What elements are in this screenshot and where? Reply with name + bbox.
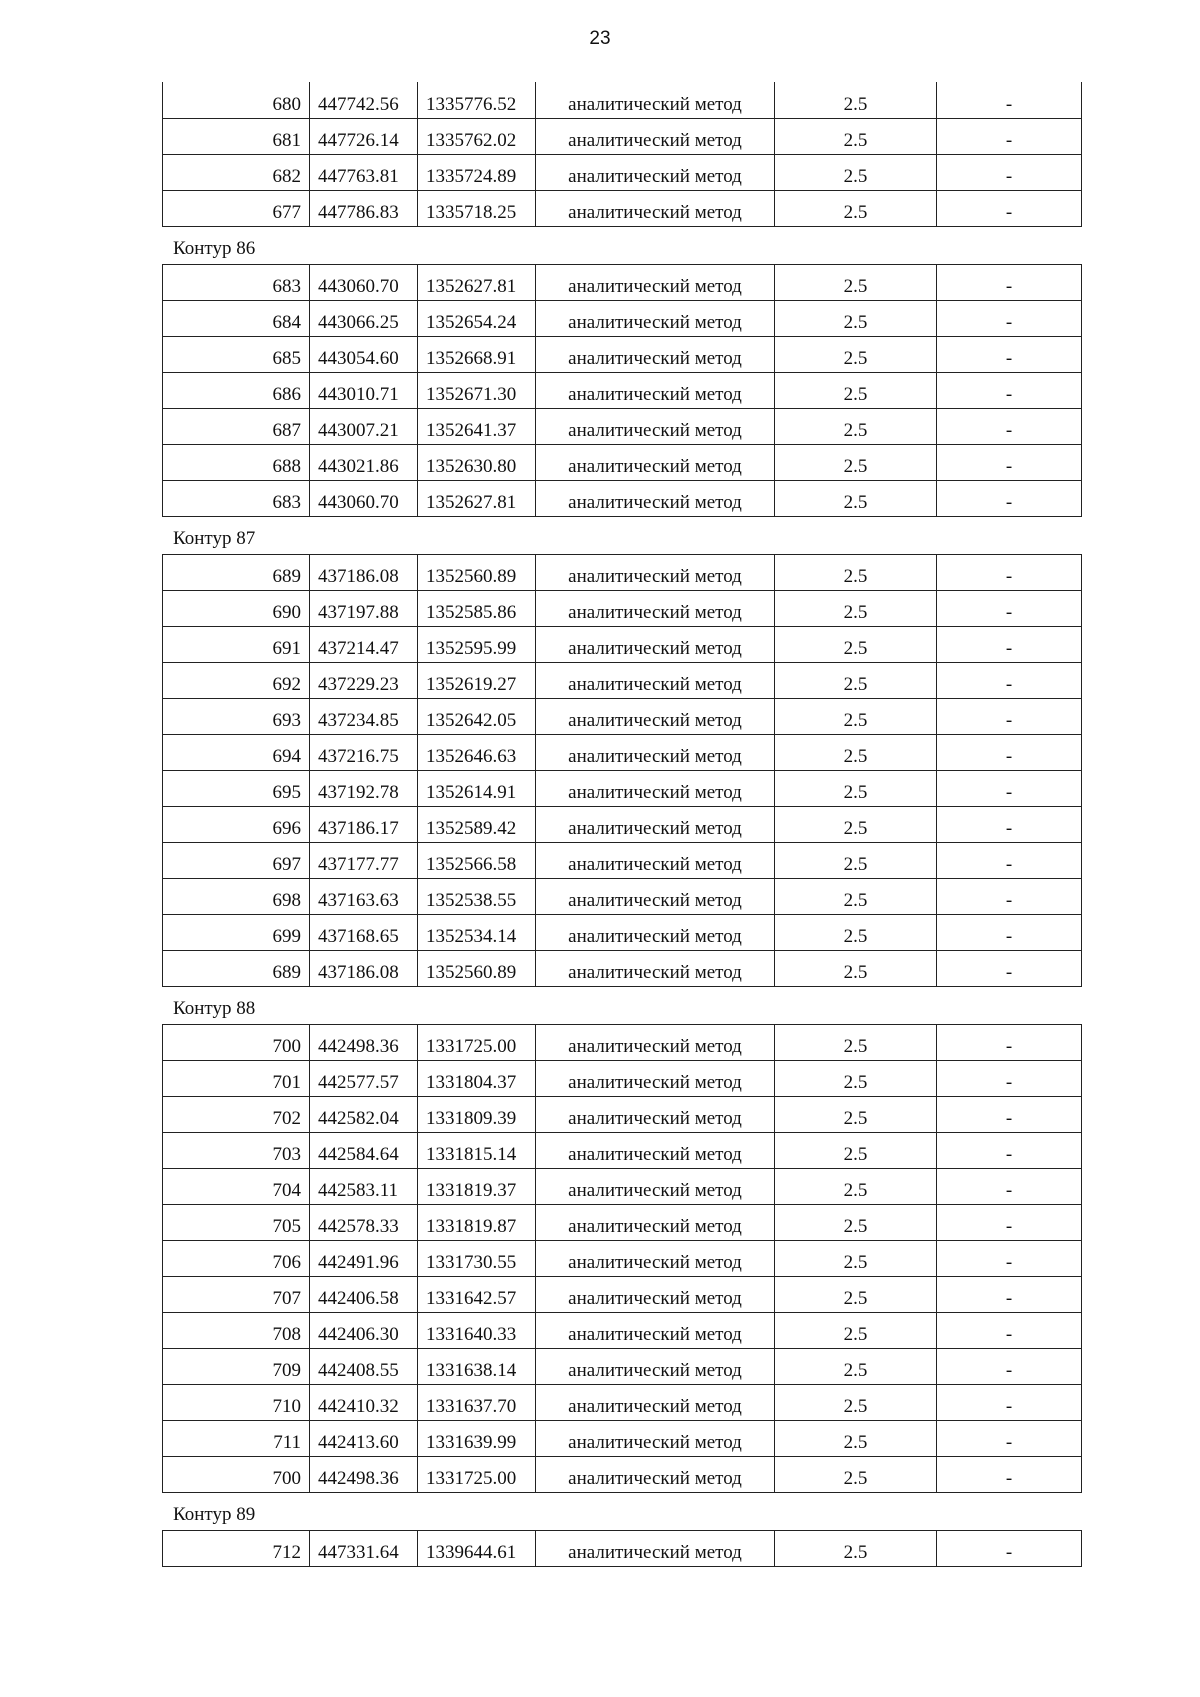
x-coordinate-cell: 443010.71 xyxy=(310,372,418,408)
description-cell: - xyxy=(937,914,1082,950)
description-cell: - xyxy=(937,1240,1082,1276)
table-row xyxy=(163,698,1082,734)
y-coordinate-cell: 1335762.02 xyxy=(418,118,536,154)
method-cell: аналитический метод xyxy=(536,1312,775,1348)
accuracy-cell: 2.5 xyxy=(775,1530,937,1566)
table-row xyxy=(163,770,1082,806)
table-row xyxy=(163,1024,1082,1060)
y-coordinate-cell: 1352668.91 xyxy=(418,336,536,372)
x-coordinate-cell: 437186.17 xyxy=(310,806,418,842)
accuracy-cell: 2.5 xyxy=(775,480,937,516)
description-cell: - xyxy=(937,480,1082,516)
contour-coordinates-table xyxy=(162,1530,1082,1567)
x-coordinate-cell: 437234.85 xyxy=(310,698,418,734)
method-cell: аналитический метод xyxy=(536,842,775,878)
y-coordinate-cell: 1339644.61 xyxy=(418,1530,536,1566)
method-cell: аналитический метод xyxy=(536,770,775,806)
point-number-cell: 707 xyxy=(163,1276,310,1312)
method-cell: аналитический метод xyxy=(536,480,775,516)
point-number-cell: 683 xyxy=(163,480,310,516)
description-cell: - xyxy=(937,806,1082,842)
description-cell: - xyxy=(937,1420,1082,1456)
y-coordinate-cell: 1352595.99 xyxy=(418,626,536,662)
accuracy-cell: 2.5 xyxy=(775,154,937,190)
method-cell: аналитический метод xyxy=(536,82,775,118)
accuracy-cell: 2.5 xyxy=(775,770,937,806)
point-number-cell: 703 xyxy=(163,1132,310,1168)
accuracy-cell: 2.5 xyxy=(775,1456,937,1492)
description-cell: - xyxy=(937,1456,1082,1492)
y-coordinate-cell: 1331640.33 xyxy=(418,1312,536,1348)
method-cell: аналитический метод xyxy=(536,336,775,372)
description-cell: - xyxy=(937,118,1082,154)
y-coordinate-cell: 1331637.70 xyxy=(418,1384,536,1420)
y-coordinate-cell: 1352538.55 xyxy=(418,878,536,914)
method-cell: аналитический метод xyxy=(536,300,775,336)
method-cell: аналитический метод xyxy=(536,1132,775,1168)
method-cell: аналитический метод xyxy=(536,878,775,914)
accuracy-cell: 2.5 xyxy=(775,1132,937,1168)
description-cell: - xyxy=(937,770,1082,806)
point-number-cell: 677 xyxy=(163,190,310,226)
table-row xyxy=(163,408,1082,444)
table-row xyxy=(163,842,1082,878)
accuracy-cell: 2.5 xyxy=(775,190,937,226)
y-coordinate-cell: 1352627.81 xyxy=(418,264,536,300)
description-cell: - xyxy=(937,1096,1082,1132)
y-coordinate-cell: 1331725.00 xyxy=(418,1456,536,1492)
description-cell: - xyxy=(937,1132,1082,1168)
x-coordinate-cell: 442406.30 xyxy=(310,1312,418,1348)
accuracy-cell: 2.5 xyxy=(775,336,937,372)
accuracy-cell: 2.5 xyxy=(775,590,937,626)
contour-title: Контур 86 xyxy=(173,237,256,259)
table-row xyxy=(163,734,1082,770)
table-row xyxy=(163,1384,1082,1420)
x-coordinate-cell: 442577.57 xyxy=(310,1060,418,1096)
description-cell: - xyxy=(937,734,1082,770)
x-coordinate-cell: 442582.04 xyxy=(310,1096,418,1132)
x-coordinate-cell: 437177.77 xyxy=(310,842,418,878)
x-coordinate-cell: 447331.64 xyxy=(310,1530,418,1566)
method-cell: аналитический метод xyxy=(536,118,775,154)
y-coordinate-cell: 1352589.42 xyxy=(418,806,536,842)
description-cell: - xyxy=(937,878,1082,914)
y-coordinate-cell: 1352534.14 xyxy=(418,914,536,950)
method-cell: аналитический метод xyxy=(536,1530,775,1566)
description-cell: - xyxy=(937,82,1082,118)
point-number-cell: 694 xyxy=(163,734,310,770)
accuracy-cell: 2.5 xyxy=(775,118,937,154)
table-row xyxy=(163,1348,1082,1384)
x-coordinate-cell: 443007.21 xyxy=(310,408,418,444)
point-number-cell: 689 xyxy=(163,950,310,986)
method-cell: аналитический метод xyxy=(536,444,775,480)
accuracy-cell: 2.5 xyxy=(775,878,937,914)
accuracy-cell: 2.5 xyxy=(775,1384,937,1420)
table-row xyxy=(163,336,1082,372)
accuracy-cell: 2.5 xyxy=(775,1060,937,1096)
description-cell: - xyxy=(937,408,1082,444)
x-coordinate-cell: 437192.78 xyxy=(310,770,418,806)
description-cell: - xyxy=(937,444,1082,480)
point-number-cell: 700 xyxy=(163,1024,310,1060)
x-coordinate-cell: 447786.83 xyxy=(310,190,418,226)
point-number-cell: 709 xyxy=(163,1348,310,1384)
accuracy-cell: 2.5 xyxy=(775,554,937,590)
x-coordinate-cell: 442583.11 xyxy=(310,1168,418,1204)
table-row xyxy=(163,1168,1082,1204)
table-row xyxy=(163,480,1082,516)
accuracy-cell: 2.5 xyxy=(775,842,937,878)
description-cell: - xyxy=(937,662,1082,698)
accuracy-cell: 2.5 xyxy=(775,1204,937,1240)
y-coordinate-cell: 1352654.24 xyxy=(418,300,536,336)
method-cell: аналитический метод xyxy=(536,190,775,226)
x-coordinate-cell: 442410.32 xyxy=(310,1384,418,1420)
y-coordinate-cell: 1335718.25 xyxy=(418,190,536,226)
description-cell: - xyxy=(937,626,1082,662)
y-coordinate-cell: 1331730.55 xyxy=(418,1240,536,1276)
table-row xyxy=(163,444,1082,480)
method-cell: аналитический метод xyxy=(536,1204,775,1240)
method-cell: аналитический метод xyxy=(536,914,775,950)
y-coordinate-cell: 1331819.37 xyxy=(418,1168,536,1204)
table-row xyxy=(163,806,1082,842)
x-coordinate-cell: 443021.86 xyxy=(310,444,418,480)
accuracy-cell: 2.5 xyxy=(775,626,937,662)
method-cell: аналитический метод xyxy=(536,1168,775,1204)
point-number-cell: 680 xyxy=(163,82,310,118)
accuracy-cell: 2.5 xyxy=(775,1276,937,1312)
table-row xyxy=(163,554,1082,590)
description-cell: - xyxy=(937,1312,1082,1348)
point-number-cell: 706 xyxy=(163,1240,310,1276)
point-number-cell: 683 xyxy=(163,264,310,300)
method-cell: аналитический метод xyxy=(536,1024,775,1060)
y-coordinate-cell: 1331809.39 xyxy=(418,1096,536,1132)
y-coordinate-cell: 1352671.30 xyxy=(418,372,536,408)
description-cell: - xyxy=(937,154,1082,190)
description-cell: - xyxy=(937,554,1082,590)
y-coordinate-cell: 1331725.00 xyxy=(418,1024,536,1060)
point-number-cell: 710 xyxy=(163,1384,310,1420)
x-coordinate-cell: 447726.14 xyxy=(310,118,418,154)
point-number-cell: 701 xyxy=(163,1060,310,1096)
point-number-cell: 697 xyxy=(163,842,310,878)
table-row xyxy=(163,590,1082,626)
table-row xyxy=(163,626,1082,662)
y-coordinate-cell: 1331819.87 xyxy=(418,1204,536,1240)
table-row xyxy=(163,82,1082,118)
x-coordinate-cell: 442491.96 xyxy=(310,1240,418,1276)
point-number-cell: 689 xyxy=(163,554,310,590)
x-coordinate-cell: 443060.70 xyxy=(310,480,418,516)
x-coordinate-cell: 437186.08 xyxy=(310,950,418,986)
point-number-cell: 693 xyxy=(163,698,310,734)
point-number-cell: 705 xyxy=(163,1204,310,1240)
y-coordinate-cell: 1331804.37 xyxy=(418,1060,536,1096)
table-row xyxy=(163,118,1082,154)
table-row xyxy=(163,1132,1082,1168)
method-cell: аналитический метод xyxy=(536,1420,775,1456)
y-coordinate-cell: 1352630.80 xyxy=(418,444,536,480)
y-coordinate-cell: 1352585.86 xyxy=(418,590,536,626)
y-coordinate-cell: 1352642.05 xyxy=(418,698,536,734)
accuracy-cell: 2.5 xyxy=(775,950,937,986)
y-coordinate-cell: 1352614.91 xyxy=(418,770,536,806)
table-row xyxy=(163,1096,1082,1132)
y-coordinate-cell: 1352641.37 xyxy=(418,408,536,444)
y-coordinate-cell: 1331642.57 xyxy=(418,1276,536,1312)
accuracy-cell: 2.5 xyxy=(775,734,937,770)
method-cell: аналитический метод xyxy=(536,1348,775,1384)
contour-coordinates-table xyxy=(162,554,1082,987)
description-cell: - xyxy=(937,1060,1082,1096)
y-coordinate-cell: 1352627.81 xyxy=(418,480,536,516)
point-number-cell: 690 xyxy=(163,590,310,626)
method-cell: аналитический метод xyxy=(536,1096,775,1132)
table-row xyxy=(163,190,1082,226)
accuracy-cell: 2.5 xyxy=(775,264,937,300)
x-coordinate-cell: 442406.58 xyxy=(310,1276,418,1312)
point-number-cell: 686 xyxy=(163,372,310,408)
point-number-cell: 691 xyxy=(163,626,310,662)
table-row xyxy=(163,1240,1082,1276)
method-cell: аналитический метод xyxy=(536,1384,775,1420)
accuracy-cell: 2.5 xyxy=(775,372,937,408)
table-row xyxy=(163,372,1082,408)
table-row xyxy=(163,300,1082,336)
point-number-cell: 684 xyxy=(163,300,310,336)
y-coordinate-cell: 1331815.14 xyxy=(418,1132,536,1168)
description-cell: - xyxy=(937,264,1082,300)
accuracy-cell: 2.5 xyxy=(775,1240,937,1276)
x-coordinate-cell: 437168.65 xyxy=(310,914,418,950)
x-coordinate-cell: 437186.08 xyxy=(310,554,418,590)
x-coordinate-cell: 442408.55 xyxy=(310,1348,418,1384)
point-number-cell: 708 xyxy=(163,1312,310,1348)
method-cell: аналитический метод xyxy=(536,590,775,626)
table-row xyxy=(163,154,1082,190)
y-coordinate-cell: 1331639.99 xyxy=(418,1420,536,1456)
method-cell: аналитический метод xyxy=(536,1276,775,1312)
point-number-cell: 682 xyxy=(163,154,310,190)
accuracy-cell: 2.5 xyxy=(775,1024,937,1060)
y-coordinate-cell: 1352560.89 xyxy=(418,950,536,986)
table-row xyxy=(163,1276,1082,1312)
accuracy-cell: 2.5 xyxy=(775,1420,937,1456)
table-row xyxy=(163,914,1082,950)
method-cell: аналитический метод xyxy=(536,662,775,698)
table-row xyxy=(163,1060,1082,1096)
x-coordinate-cell: 442413.60 xyxy=(310,1420,418,1456)
description-cell: - xyxy=(937,190,1082,226)
accuracy-cell: 2.5 xyxy=(775,82,937,118)
contour-coordinates-table xyxy=(162,264,1082,517)
accuracy-cell: 2.5 xyxy=(775,1312,937,1348)
description-cell: - xyxy=(937,1384,1082,1420)
method-cell: аналитический метод xyxy=(536,264,775,300)
point-number-cell: 687 xyxy=(163,408,310,444)
point-number-cell: 692 xyxy=(163,662,310,698)
method-cell: аналитический метод xyxy=(536,408,775,444)
accuracy-cell: 2.5 xyxy=(775,300,937,336)
method-cell: аналитический метод xyxy=(536,626,775,662)
method-cell: аналитический метод xyxy=(536,1240,775,1276)
point-number-cell: 712 xyxy=(163,1530,310,1566)
point-number-cell: 700 xyxy=(163,1456,310,1492)
x-coordinate-cell: 442584.64 xyxy=(310,1132,418,1168)
y-coordinate-cell: 1352619.27 xyxy=(418,662,536,698)
point-number-cell: 685 xyxy=(163,336,310,372)
table-row xyxy=(163,878,1082,914)
coordinates-document xyxy=(162,82,1081,1567)
point-number-cell: 688 xyxy=(163,444,310,480)
x-coordinate-cell: 437197.88 xyxy=(310,590,418,626)
table-row xyxy=(163,1456,1082,1492)
x-coordinate-cell: 437214.47 xyxy=(310,626,418,662)
description-cell: - xyxy=(937,372,1082,408)
method-cell: аналитический метод xyxy=(536,1060,775,1096)
accuracy-cell: 2.5 xyxy=(775,408,937,444)
x-coordinate-cell: 442578.33 xyxy=(310,1204,418,1240)
description-cell: - xyxy=(937,1024,1082,1060)
x-coordinate-cell: 442498.36 xyxy=(310,1456,418,1492)
table-row xyxy=(163,1420,1082,1456)
x-coordinate-cell: 443066.25 xyxy=(310,300,418,336)
page-number: 23 xyxy=(589,28,611,49)
x-coordinate-cell: 447763.81 xyxy=(310,154,418,190)
description-cell: - xyxy=(937,300,1082,336)
point-number-cell: 695 xyxy=(163,770,310,806)
contour-title: Контур 88 xyxy=(173,997,256,1019)
description-cell: - xyxy=(937,950,1082,986)
table-row xyxy=(163,1312,1082,1348)
description-cell: - xyxy=(937,1168,1082,1204)
method-cell: аналитический метод xyxy=(536,1456,775,1492)
table-row xyxy=(163,264,1082,300)
description-cell: - xyxy=(937,1276,1082,1312)
contour-coordinates-table xyxy=(162,82,1082,227)
method-cell: аналитический метод xyxy=(536,734,775,770)
y-coordinate-cell: 1352560.89 xyxy=(418,554,536,590)
point-number-cell: 702 xyxy=(163,1096,310,1132)
x-coordinate-cell: 443054.60 xyxy=(310,336,418,372)
point-number-cell: 681 xyxy=(163,118,310,154)
method-cell: аналитический метод xyxy=(536,698,775,734)
contour-title: Контур 89 xyxy=(173,1503,256,1525)
method-cell: аналитический метод xyxy=(536,950,775,986)
y-coordinate-cell: 1352646.63 xyxy=(418,734,536,770)
point-number-cell: 696 xyxy=(163,806,310,842)
description-cell: - xyxy=(937,698,1082,734)
point-number-cell: 704 xyxy=(163,1168,310,1204)
description-cell: - xyxy=(937,1204,1082,1240)
method-cell: аналитический метод xyxy=(536,554,775,590)
accuracy-cell: 2.5 xyxy=(775,444,937,480)
point-number-cell: 698 xyxy=(163,878,310,914)
table-row xyxy=(163,950,1082,986)
table-row xyxy=(163,662,1082,698)
accuracy-cell: 2.5 xyxy=(775,1168,937,1204)
description-cell: - xyxy=(937,1530,1082,1566)
x-coordinate-cell: 437163.63 xyxy=(310,878,418,914)
contour-coordinates-table xyxy=(162,1024,1082,1493)
accuracy-cell: 2.5 xyxy=(775,1348,937,1384)
contour-title: Контур 87 xyxy=(173,527,256,549)
accuracy-cell: 2.5 xyxy=(775,662,937,698)
description-cell: - xyxy=(937,336,1082,372)
x-coordinate-cell: 437216.75 xyxy=(310,734,418,770)
point-number-cell: 711 xyxy=(163,1420,310,1456)
x-coordinate-cell: 447742.56 xyxy=(310,82,418,118)
table-row xyxy=(163,1204,1082,1240)
x-coordinate-cell: 443060.70 xyxy=(310,264,418,300)
accuracy-cell: 2.5 xyxy=(775,1096,937,1132)
method-cell: аналитический метод xyxy=(536,806,775,842)
table-row xyxy=(163,1530,1082,1566)
method-cell: аналитический метод xyxy=(536,372,775,408)
y-coordinate-cell: 1335776.52 xyxy=(418,82,536,118)
method-cell: аналитический метод xyxy=(536,154,775,190)
x-coordinate-cell: 437229.23 xyxy=(310,662,418,698)
description-cell: - xyxy=(937,1348,1082,1384)
y-coordinate-cell: 1335724.89 xyxy=(418,154,536,190)
x-coordinate-cell: 442498.36 xyxy=(310,1024,418,1060)
y-coordinate-cell: 1331638.14 xyxy=(418,1348,536,1384)
point-number-cell: 699 xyxy=(163,914,310,950)
accuracy-cell: 2.5 xyxy=(775,914,937,950)
description-cell: - xyxy=(937,590,1082,626)
y-coordinate-cell: 1352566.58 xyxy=(418,842,536,878)
accuracy-cell: 2.5 xyxy=(775,806,937,842)
description-cell: - xyxy=(937,842,1082,878)
accuracy-cell: 2.5 xyxy=(775,698,937,734)
